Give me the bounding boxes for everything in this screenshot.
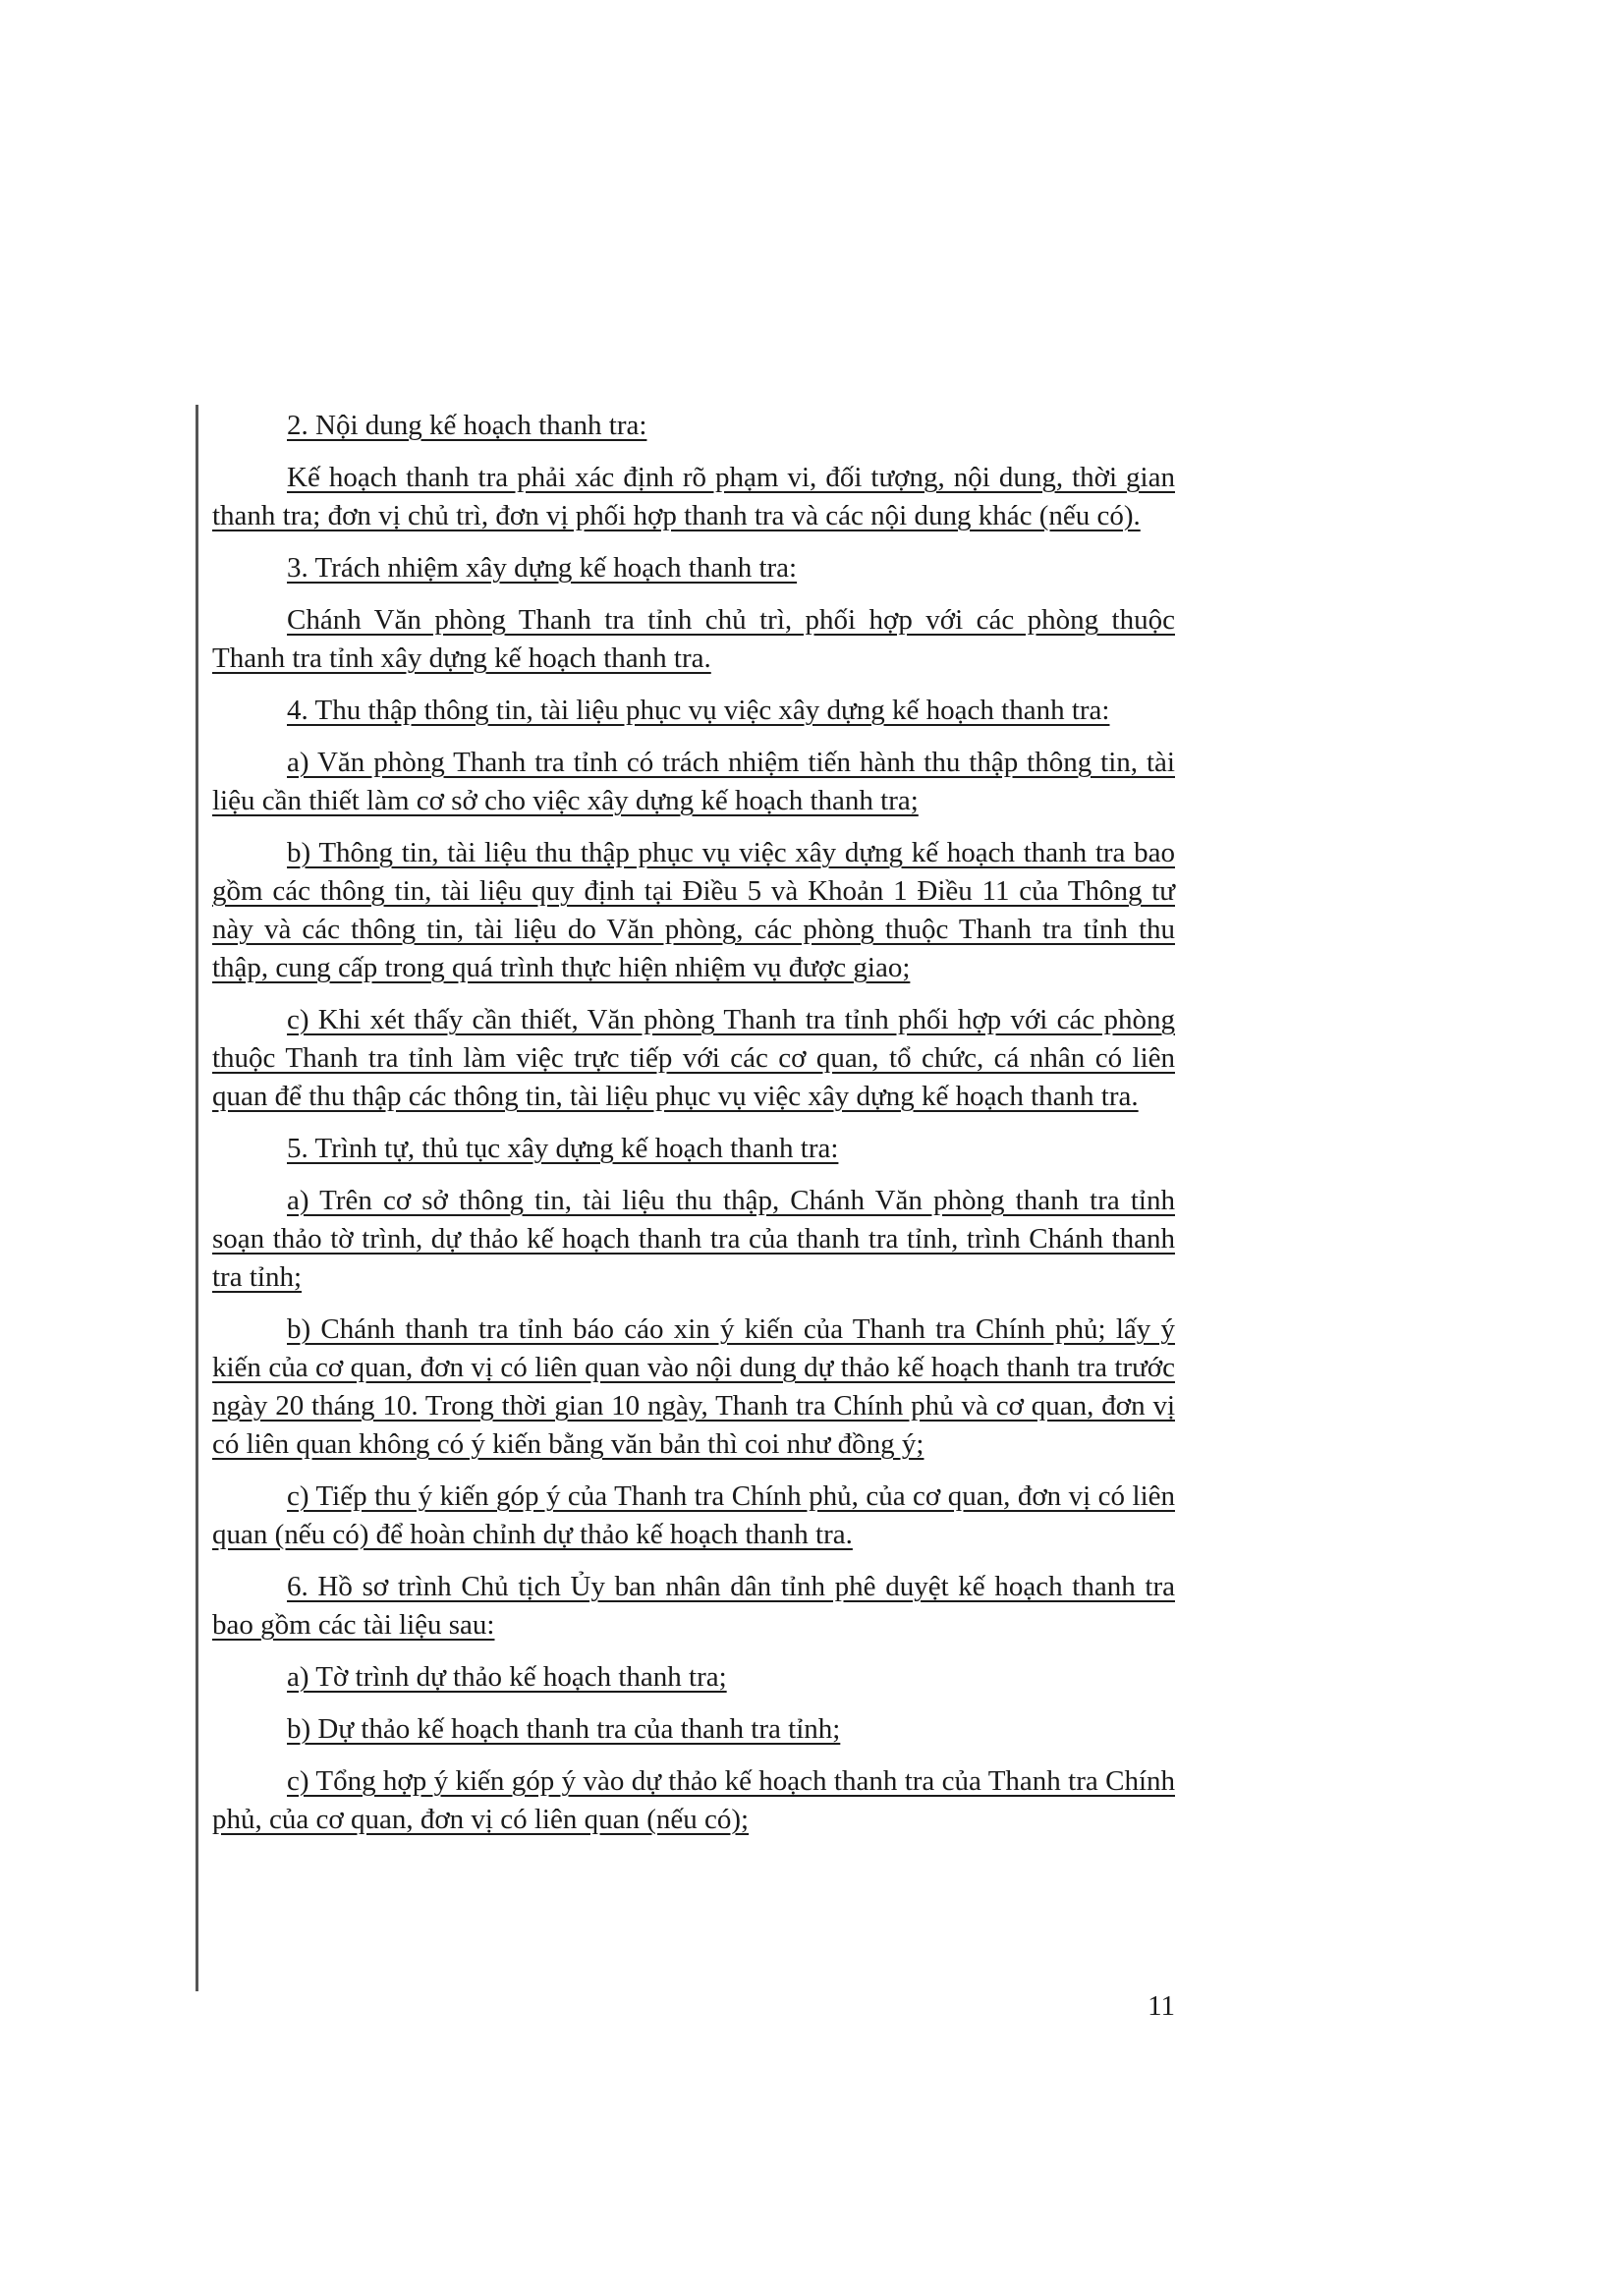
paragraph: Chánh Văn phòng Thanh tra tỉnh chủ trì, phối hợp với các phòng thuộc Thanh tra tỉnh xây dựng kế hoạch thanh tra. <box>212 604 1175 674</box>
paragraph: c) Khi xét thấy cần thiết, Văn phòng Thanh tra tỉnh phối hợp với các phòng thuộc Thanh tra tỉnh làm việc trực tiếp với các cơ quan, tổ chức, cá nhân có liên quan để thu thập các thông tin, tài liệu phục vụ việc xây dựng kế hoạch thanh tra. <box>212 1004 1175 1112</box>
paragraph-section-6-heading: 6. Hồ sơ trình Chủ tịch Ủy ban nhân dân tỉnh phê duyệt kế hoạch thanh tra bao gồm các tài liệu sau: <box>212 1571 1175 1641</box>
paragraph-section-4-heading: 4. Thu thập thông tin, tài liệu phục vụ việc xây dựng kế hoạch thanh tra: <box>287 695 1110 726</box>
paragraph-section-2-heading: 2. Nội dung kế hoạch thanh tra: <box>287 410 647 441</box>
paragraph: Kế hoạch thanh tra phải xác định rõ phạm vi, đối tượng, nội dung, thời gian thanh tra; đơn vị chủ trì, đơn vị phối hợp thanh tra và các nội dung khác (nếu có). <box>212 462 1175 531</box>
paragraph: a) Văn phòng Thanh tra tỉnh có trách nhiệm tiến hành thu thập thông tin, tài liệu cần thiết làm cơ sở cho việc xây dựng kế hoạch thanh tra; <box>212 747 1175 816</box>
paragraph: b) Chánh thanh tra tỉnh báo cáo xin ý kiến của Thanh tra Chính phủ; lấy ý kiến của cơ quan, đơn vị có liên quan vào nội dung dự thảo kế hoạch thanh tra trước ngày 20 tháng 10. Trong thời gian 10 ngày, Thanh tra Chính phủ và cơ quan, đơn vị có liên quan không có ý kiến bằng văn bản thì coi như đồng ý; <box>212 1313 1175 1460</box>
paragraph: c) Tiếp thu ý kiến góp ý của Thanh tra Chính phủ, của cơ quan, đơn vị có liên quan (nếu có) để hoàn chỉnh dự thảo kế hoạch thanh tra. <box>212 1480 1175 1550</box>
paragraph: b) Thông tin, tài liệu thu thập phục vụ việc xây dựng kế hoạch thanh tra bao gồm các thông tin, tài liệu quy định tại Điều 5 và Khoản 1 Điều 11 của Thông tư này và các thông tin, tài liệu do Văn phòng, các phòng thuộc Thanh tra tỉnh thu thập, cung cấp trong quá trình thực hiện nhiệm vụ được giao; <box>212 837 1175 983</box>
paragraph: b) Dự thảo kế hoạch thanh tra của thanh tra tỉnh; <box>287 1713 841 1745</box>
page-number: 11 <box>1148 1990 1175 2022</box>
paragraph-section-3-heading: 3. Trách nhiệm xây dựng kế hoạch thanh tra: <box>287 552 798 584</box>
paragraph: a) Trên cơ sở thông tin, tài liệu thu thập, Chánh Văn phòng thanh tra tỉnh soạn thảo tờ trình, dự thảo kế hoạch thanh tra của thanh tra tỉnh, trình Chánh thanh tra tỉnh; <box>212 1185 1175 1293</box>
paragraph: a) Tờ trình dự thảo kế hoạch thanh tra; <box>287 1661 727 1693</box>
margin-rule <box>196 405 198 1991</box>
document-body <box>212 407 1175 1853</box>
paragraph: c) Tổng hợp ý kiến góp ý vào dự thảo kế hoạch thanh tra của Thanh tra Chính phủ, của cơ quan, đơn vị có liên quan (nếu có); <box>212 1765 1175 1835</box>
paragraph-section-5-heading: 5. Trình tự, thủ tục xây dựng kế hoạch thanh tra: <box>287 1133 839 1164</box>
